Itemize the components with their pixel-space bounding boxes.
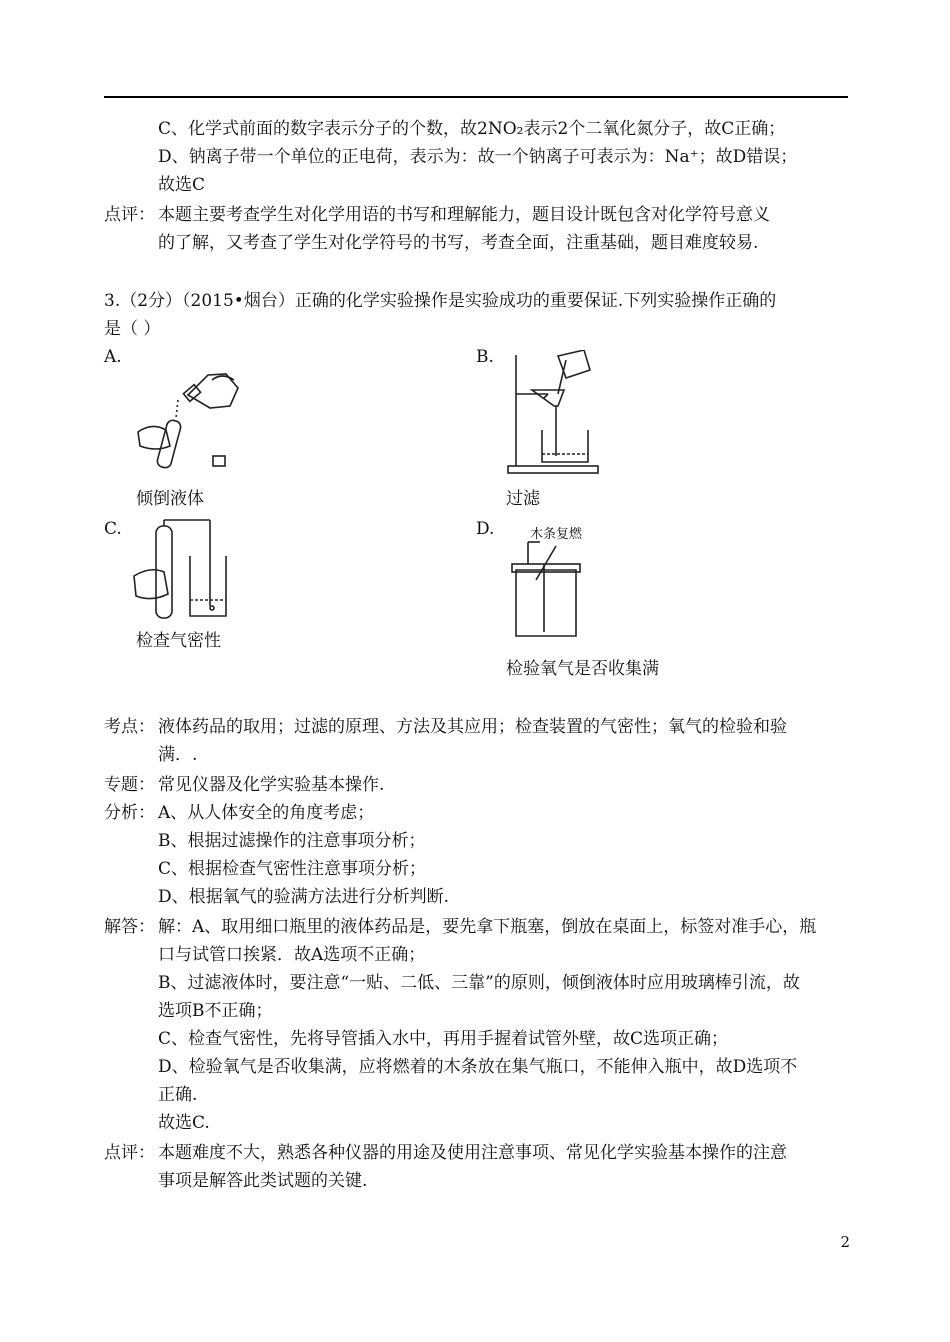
jieda-line-8: 故选C. [158, 1113, 210, 1133]
option-b-caption: 过滤 [506, 489, 540, 509]
jieda-line-6: D、检验氧气是否收集满，应将燃着的木条放在集气瓶口，不能伸入瓶中，故D选项不 [158, 1057, 798, 1077]
dianping-label: 点评： [104, 1143, 155, 1163]
figure-d-label: 木条复燃 [530, 527, 583, 542]
dianping-line-1: 本题难度不大，熟悉各种仪器的用途及使用注意事项、常见化学实验基本操作的注意 [158, 1143, 787, 1163]
airtightness-figure [130, 516, 240, 626]
kaodian-line-2: 满．. [158, 745, 198, 765]
header-rule [104, 96, 848, 98]
answer-line-c: C、化学式前面的数字表示分子的个数，故2NO₂表示2个二氧化氮分子，故C正确； [158, 119, 786, 139]
zhuanti-label: 专题： [104, 775, 155, 795]
question-stem-1: 3.（2分）（2015•烟台）正确的化学实验操作是实验成功的重要保证.下列实验操作正确的 [104, 291, 777, 311]
pouring-liquid-figure [130, 360, 250, 480]
dianping-line-2: 事项是解答此类试题的关键. [158, 1171, 368, 1191]
fenxi-line-b: B、根据过滤操作的注意事项分析； [158, 831, 426, 851]
kaodian-label: 考点： [104, 717, 155, 737]
option-a-caption: 倾倒液体 [136, 489, 204, 509]
fenxi-line-c: C、根据检查气密性注意事项分析； [158, 859, 427, 879]
jieda-line-5: C、检查气密性，先将导管插入水中，再用手握着试管外壁，故C选项正确； [158, 1029, 729, 1049]
option-a-letter: A. [104, 347, 122, 367]
fenxi-label: 分析： [104, 803, 155, 823]
fenxi-line-a: A、从人体安全的角度考虑； [158, 803, 375, 823]
fenxi-line-d: D、根据氧气的验满方法进行分析判断. [158, 887, 450, 907]
answer-line-d: D、钠离子带一个单位的正电荷，表示为：故一个钠离子可表示为：Na⁺；故D错误； [158, 147, 798, 167]
comment-line-2: 的了解，又考查了学生对化学符号的书写，考查全面，注重基础，题目难度较易. [158, 233, 759, 253]
option-d-letter: D. [476, 519, 495, 539]
jieda-line-4: 选项B不正确； [158, 1001, 273, 1021]
kaodian-line-1: 液体药品的取用；过滤的原理、方法及其应用；检查装置的气密性；氧气的检验和验 [158, 717, 787, 737]
jieda-label: 解答： [104, 917, 155, 937]
option-c-caption: 检查气密性 [136, 631, 221, 651]
option-b-letter: B. [476, 347, 494, 367]
page-number: 2 [840, 1233, 850, 1251]
option-c-letter: C. [104, 519, 122, 539]
option-d-caption: 检验氧气是否收集满 [506, 659, 659, 679]
filtration-figure [500, 350, 610, 480]
answer-choice: 故选C [158, 175, 206, 195]
jieda-line-2: 口与试管口挨紧．故A选项不正确； [158, 945, 426, 965]
comment-line-1: 本题主要考查学生对化学用语的书写和理解能力，题目设计既包含对化学符号意义 [158, 205, 770, 225]
zhuanti-text: 常见仪器及化学实验基本操作. [158, 775, 385, 795]
oxygen-check-figure [506, 540, 586, 640]
question-stem-2: 是（ ） [104, 319, 161, 339]
jieda-line-1: 解：A、取用细口瓶里的液体药品是，要先拿下瓶塞，倒放在桌面上，标签对准手心，瓶 [158, 917, 817, 937]
jieda-line-7: 正确. [158, 1085, 198, 1105]
jieda-line-3: B、过滤液体时，要注意“一贴、二低、三靠”的原则，倾倒液体时应用玻璃棒引流，故 [158, 973, 800, 993]
comment-label: 点评： [104, 205, 155, 225]
